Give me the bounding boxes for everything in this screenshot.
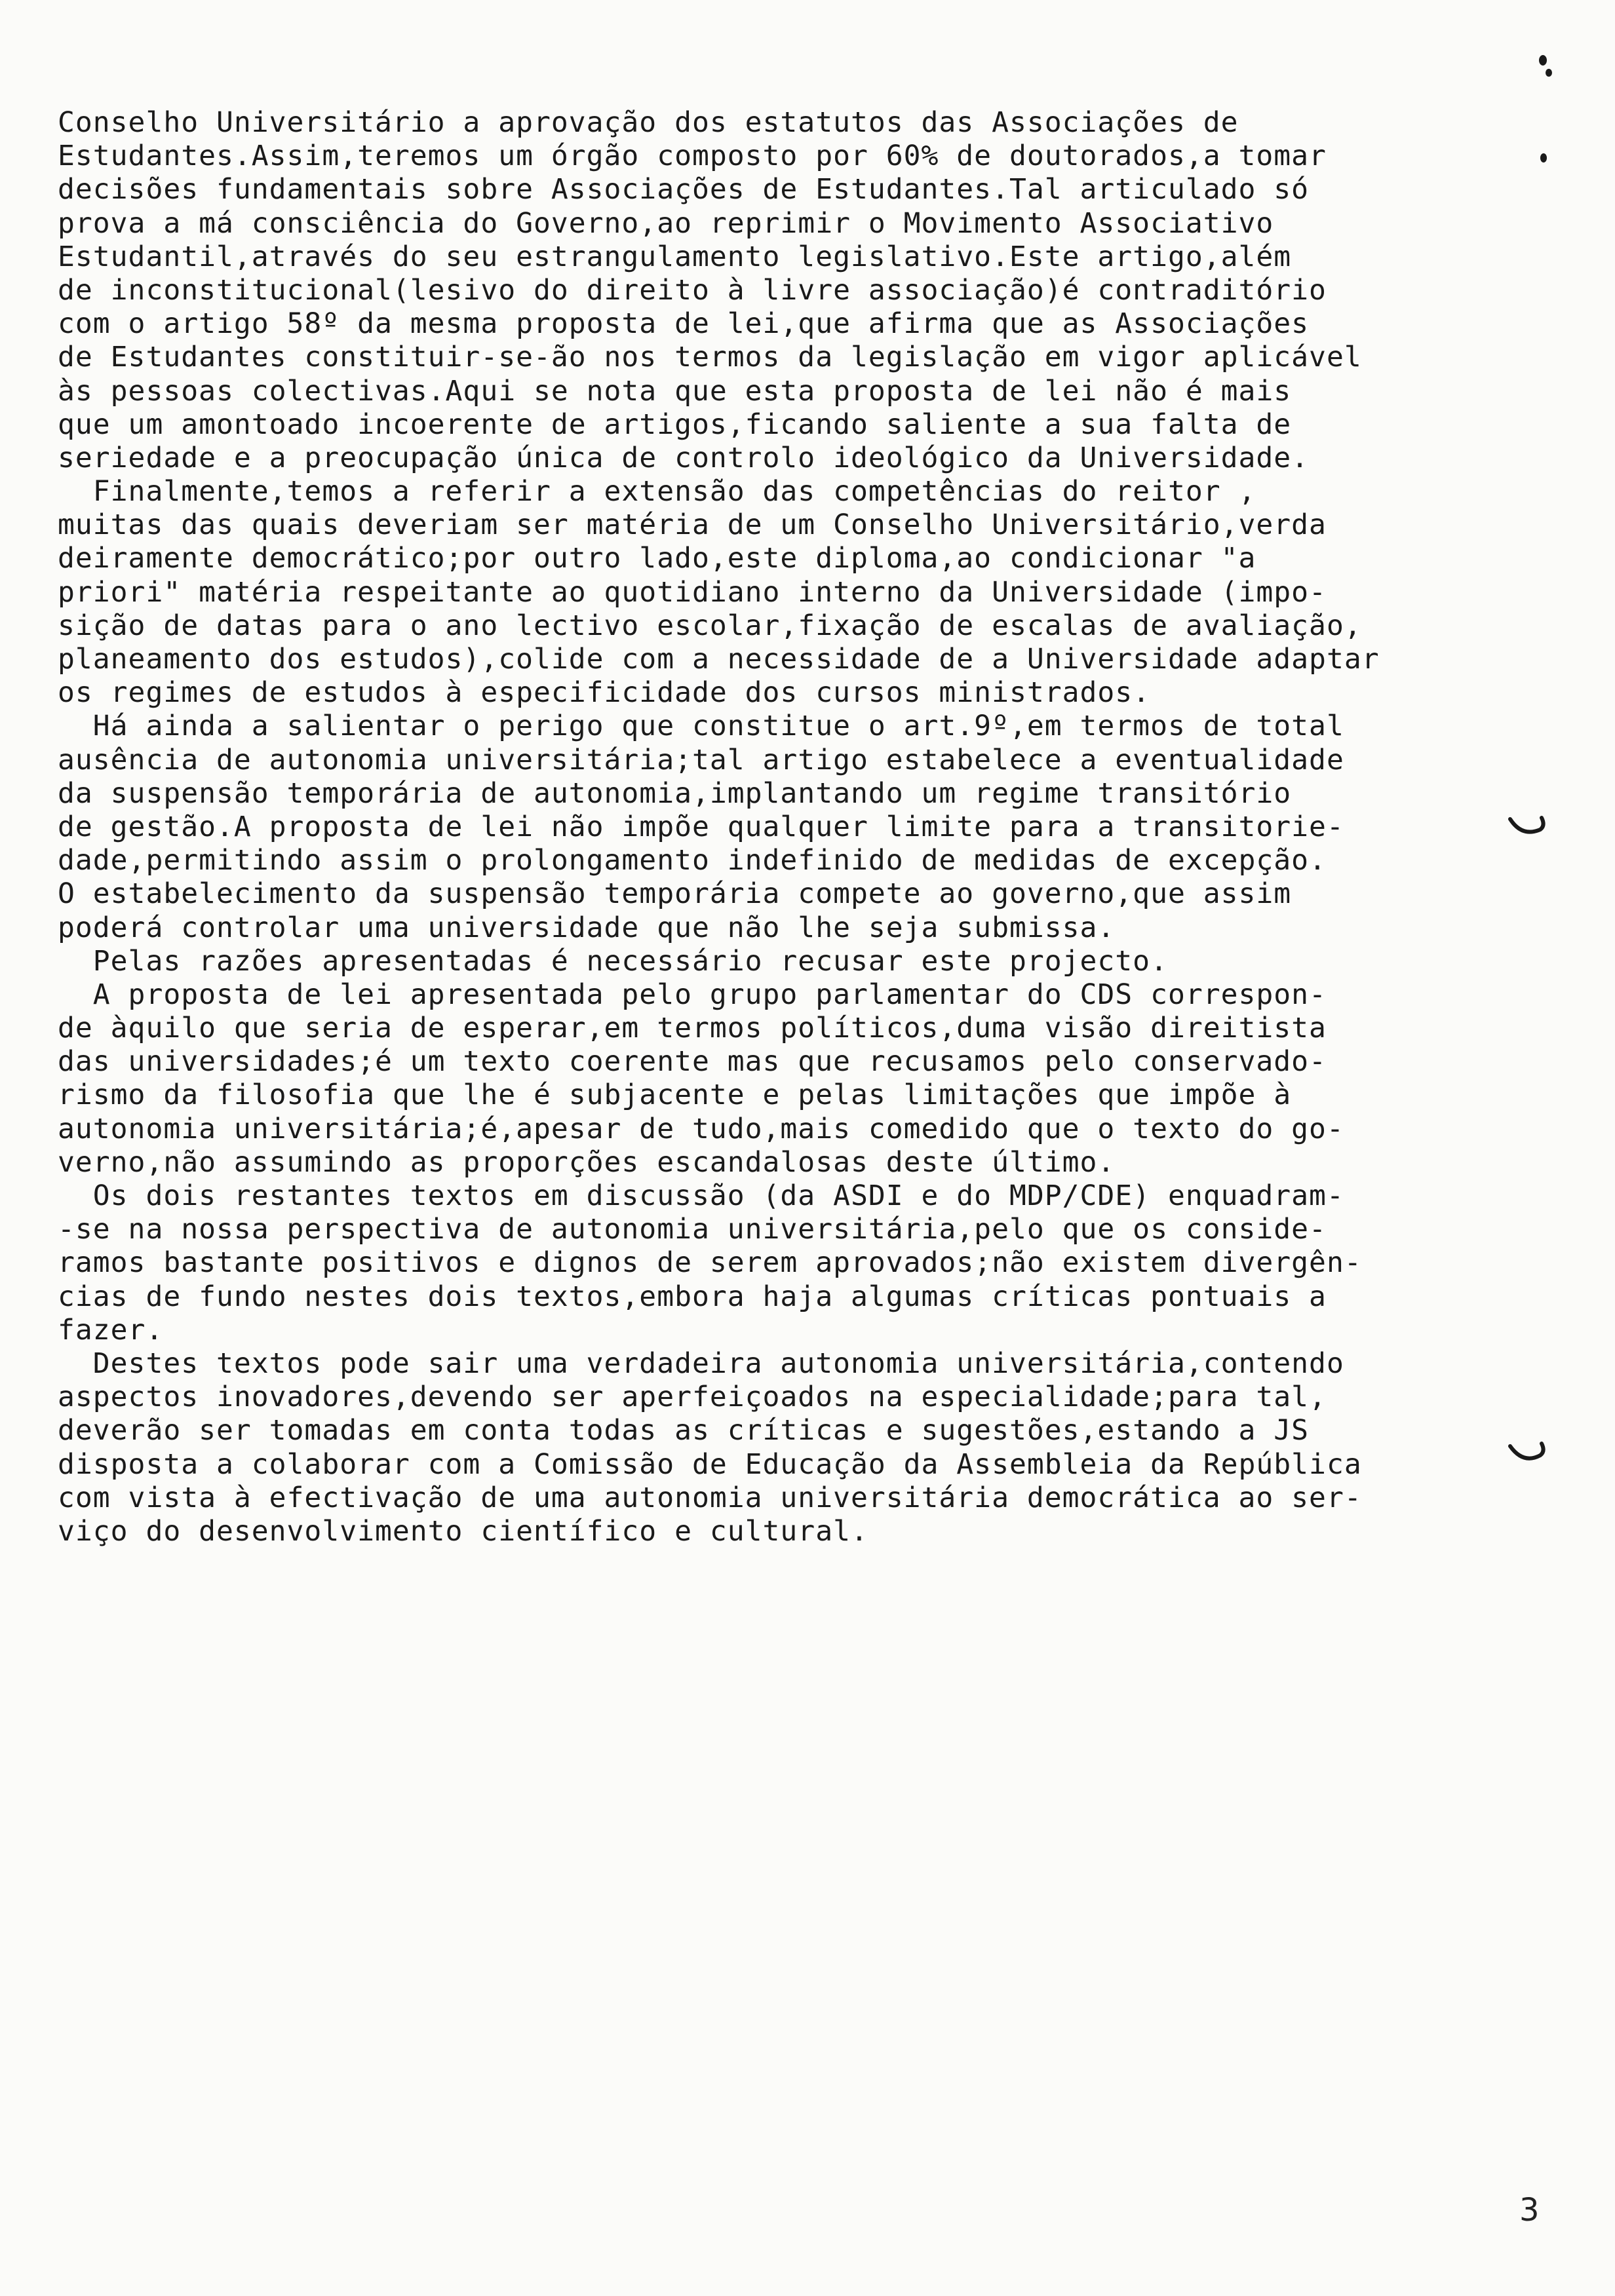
text-line: Finalmente,temos a referir a extensão das competências do reitor ,: [58, 475, 1256, 508]
text-line: ausência de autonomia universitária;tal artigo estabelece a eventualidade: [58, 743, 1344, 776]
text-line: deverão ser tomadas em conta todas as críticas e sugestões,estando a JS: [58, 1414, 1310, 1447]
text-line: cias de fundo nestes dois textos,embora haja algumas críticas pontuais a: [58, 1280, 1327, 1313]
text-line: Estudantes.Assim,teremos um órgão composto por 60% de doutorados,a tomar: [58, 140, 1327, 173]
text-line: priori" matéria respeitante ao quotidiano interno da Universidade (impo-: [58, 575, 1327, 609]
text-line: verno,não assumindo as proporções escandalosas deste último.: [58, 1145, 1116, 1179]
text-line: autonomia universitária;é,apesar de tudo,mais comedido que o texto do go-: [58, 1112, 1344, 1145]
text-line: Destes textos pode sair uma verdadeira autonomia universitária,contendo: [58, 1347, 1344, 1380]
text-line: da suspensão temporária de autonomia,implantando um regime transitório: [58, 776, 1292, 810]
text-line: de Estudantes constituir-se-ão nos termos da legislação em vigor aplicável: [58, 341, 1362, 374]
text-line: fazer.: [58, 1313, 164, 1347]
text-line: A proposta de lei apresentada pelo grupo parlamentar do CDS correspon-: [58, 978, 1327, 1011]
text-line: planeamento dos estudos),colide com a necessidade de a Universidade adaptar: [58, 643, 1380, 676]
text-line: seriedade e a preocupação única de controlo ideológico da Universidade.: [58, 441, 1310, 474]
text-line: disposta a colaborar com a Comissão de Educação da Assembleia da República: [58, 1447, 1362, 1481]
text-line: prova a má consciência do Governo,ao reprimir o Movimento Associativo: [58, 206, 1274, 240]
text-line: com vista à efectivação de uma autonomia universitária democrática ao ser-: [58, 1481, 1362, 1514]
text-line: -se na nossa perspectiva de autonomia universitária,pelo que os conside-: [58, 1213, 1327, 1246]
text-line: de gestão.A proposta de lei não impõe qualquer limite para a transitorie-: [58, 810, 1344, 843]
text-line: O estabelecimento da suspensão temporária compete ao governo,que assim: [58, 877, 1292, 911]
text-line: Estudantil,através do seu estrangulamento legislativo.Este artigo,além: [58, 240, 1292, 273]
text-line: deiramente democrático;por outro lado,este diploma,ao condicionar "a: [58, 542, 1256, 575]
text-line: Os dois restantes textos em discussão (da ASDI e do MDP/CDE) enquadram-: [58, 1179, 1344, 1212]
text-line: muitas das quais deveriam ser matéria de um Conselho Universitário,verda: [58, 508, 1327, 542]
body-text: [58, 106, 1565, 1548]
text-line: decisões fundamentais sobre Associações de Estudantes.Tal articulado só: [58, 173, 1310, 206]
text-line: que um amontoado incoerente de artigos,ficando saliente a sua falta de: [58, 408, 1292, 441]
text-line: com o artigo 58º da mesma proposta de lei,que afirma que as Associações: [58, 307, 1310, 341]
text-line: rismo da filosofia que lhe é subjacente e pelas limitações que impõe à: [58, 1079, 1292, 1112]
text-line: viço do desenvolvimento científico e cultural.: [58, 1514, 868, 1548]
text-line: dade,permitindo assim o prolongamento indefinido de medidas de excepção.: [58, 844, 1327, 877]
text-line: de àquilo que seria de esperar,em termos políticos,duma visão direitista: [58, 1012, 1327, 1045]
text-line: das universidades;é um texto coerente mas que recusamos pelo conservado-: [58, 1045, 1327, 1079]
text-line: Há ainda a salientar o perigo que constitue o art.9º,em termos de total: [58, 710, 1344, 743]
text-line: os regimes de estudos à especificidade dos cursos ministrados.: [58, 676, 1151, 710]
text-line: de inconstitucional(lesivo do direito à livre associação)é contraditório: [58, 273, 1327, 307]
text-line: poderá controlar uma universidade que não lhe seja submissa.: [58, 911, 1116, 944]
text-line: ramos bastante positivos e dignos de serem aprovados;não existem divergên-: [58, 1246, 1362, 1280]
ink-dot: [1539, 55, 1547, 66]
text-line: sição de datas para o ano lectivo escolar,fixação de escalas de avaliação,: [58, 609, 1362, 642]
text-line: às pessoas colectivas.Aqui se nota que esta proposta de lei não é mais: [58, 374, 1292, 408]
page-number: 3: [1519, 2192, 1540, 2229]
text-line: Conselho Universitário a aprovação dos estatutos das Associações de: [58, 106, 1239, 139]
text-line: aspectos inovadores,devendo ser aperfeiçoados na especialidade;para tal,: [58, 1381, 1327, 1414]
margin-mark-icon: [1508, 1438, 1547, 1464]
margin-mark-icon: [1508, 813, 1547, 839]
ink-dot: [1546, 69, 1552, 77]
text-line: Pelas razões apresentadas é necessário recusar este projecto.: [58, 944, 1168, 978]
